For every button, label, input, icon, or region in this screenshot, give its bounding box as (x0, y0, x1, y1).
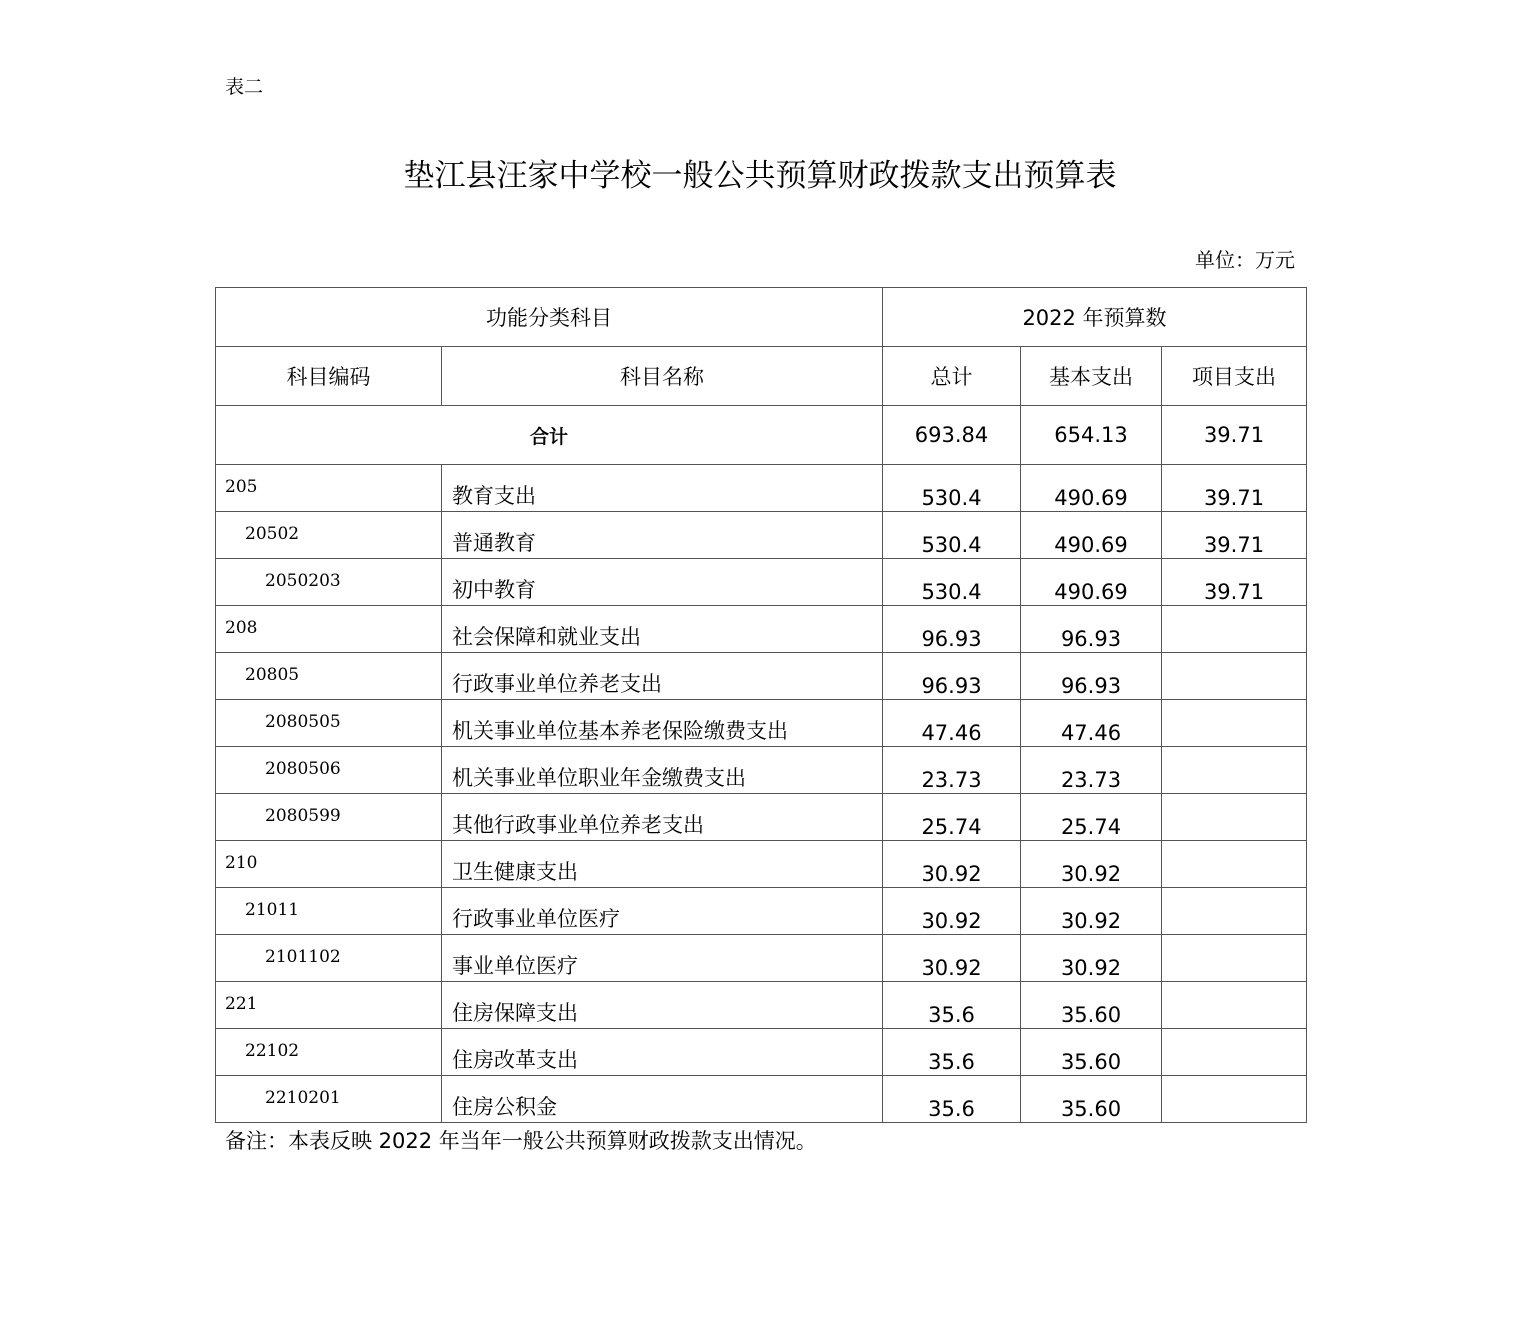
header-project: 项目支出 (1162, 347, 1307, 406)
row-code: 208 (216, 606, 442, 653)
row-name: 初中教育 (442, 559, 883, 606)
row-code: 2080505 (216, 700, 442, 747)
page-label: 表二 (225, 76, 264, 98)
row-basic: 25.74 (1021, 794, 1162, 841)
table-row (216, 888, 1307, 935)
row-basic: 490.69 (1021, 465, 1162, 512)
row-name: 行政事业单位养老支出 (442, 653, 883, 700)
row-total: 30.92 (883, 935, 1021, 982)
header-name: 科目名称 (442, 347, 883, 406)
row-code: 21011 (216, 888, 442, 935)
table-row (216, 653, 1307, 700)
group-header-row (216, 288, 1307, 347)
row-name: 卫生健康支出 (442, 841, 883, 888)
row-total: 30.92 (883, 841, 1021, 888)
row-basic: 35.60 (1021, 1029, 1162, 1076)
row-code: 2050203 (216, 559, 442, 606)
table-row (216, 1029, 1307, 1076)
row-project (1162, 606, 1307, 653)
row-name: 其他行政事业单位养老支出 (442, 794, 883, 841)
row-name: 住房公积金 (442, 1076, 883, 1123)
row-basic: 35.60 (1021, 1076, 1162, 1123)
table-row (216, 747, 1307, 794)
row-project (1162, 1076, 1307, 1123)
column-header-row (216, 347, 1307, 406)
row-code: 20805 (216, 653, 442, 700)
row-project (1162, 982, 1307, 1029)
row-name: 行政事业单位医疗 (442, 888, 883, 935)
row-project: 39.71 (1162, 559, 1307, 606)
row-name: 机关事业单位职业年金缴费支出 (442, 747, 883, 794)
total-row (216, 406, 1307, 465)
budget-table (215, 287, 1307, 1123)
row-total: 35.6 (883, 982, 1021, 1029)
table-row (216, 794, 1307, 841)
row-code: 2101102 (216, 935, 442, 982)
total-label: 合计 (216, 406, 883, 465)
unit-label: 单位：万元 (1195, 248, 1295, 272)
row-basic: 30.92 (1021, 888, 1162, 935)
table-row (216, 1076, 1307, 1123)
row-total: 96.93 (883, 653, 1021, 700)
table-row (216, 982, 1307, 1029)
row-project (1162, 888, 1307, 935)
row-basic: 47.46 (1021, 700, 1162, 747)
row-basic: 30.92 (1021, 841, 1162, 888)
row-code: 2080599 (216, 794, 442, 841)
row-total: 47.46 (883, 700, 1021, 747)
row-total: 23.73 (883, 747, 1021, 794)
row-project: 39.71 (1162, 512, 1307, 559)
row-basic: 35.60 (1021, 982, 1162, 1029)
row-total: 530.4 (883, 512, 1021, 559)
row-name: 机关事业单位基本养老保险缴费支出 (442, 700, 883, 747)
row-code: 2210201 (216, 1076, 442, 1123)
row-name: 社会保障和就业支出 (442, 606, 883, 653)
total-amount: 693.84 (883, 406, 1021, 465)
header-code: 科目编码 (216, 347, 442, 406)
page-title: 垫江县汪家中学校一般公共预算财政拨款支出预算表 (403, 158, 1117, 194)
row-code: 20502 (216, 512, 442, 559)
row-project (1162, 841, 1307, 888)
table-row (216, 841, 1307, 888)
row-total: 96.93 (883, 606, 1021, 653)
header-category: 功能分类科目 (216, 288, 883, 347)
row-name: 住房改革支出 (442, 1029, 883, 1076)
row-basic: 96.93 (1021, 653, 1162, 700)
row-total: 530.4 (883, 559, 1021, 606)
table-row (216, 465, 1307, 512)
row-name: 教育支出 (442, 465, 883, 512)
row-project (1162, 935, 1307, 982)
header-basic: 基本支出 (1021, 347, 1162, 406)
table-row (216, 935, 1307, 982)
header-budget: 2022 年预算数 (883, 288, 1307, 347)
row-project (1162, 794, 1307, 841)
row-total: 35.6 (883, 1076, 1021, 1123)
total-basic: 654.13 (1021, 406, 1162, 465)
row-basic: 490.69 (1021, 559, 1162, 606)
row-basic: 490.69 (1021, 512, 1162, 559)
row-total: 530.4 (883, 465, 1021, 512)
row-name: 普通教育 (442, 512, 883, 559)
row-code: 221 (216, 982, 442, 1029)
row-code: 2080506 (216, 747, 442, 794)
table-row (216, 512, 1307, 559)
table-row (216, 606, 1307, 653)
row-basic: 96.93 (1021, 606, 1162, 653)
row-project (1162, 747, 1307, 794)
row-project (1162, 700, 1307, 747)
total-project: 39.71 (1162, 406, 1307, 465)
row-basic: 30.92 (1021, 935, 1162, 982)
row-name: 住房保障支出 (442, 982, 883, 1029)
row-project: 39.71 (1162, 465, 1307, 512)
row-code: 210 (216, 841, 442, 888)
row-code: 205 (216, 465, 442, 512)
row-total: 35.6 (883, 1029, 1021, 1076)
row-code: 22102 (216, 1029, 442, 1076)
row-total: 30.92 (883, 888, 1021, 935)
row-project (1162, 653, 1307, 700)
row-total: 25.74 (883, 794, 1021, 841)
table-row (216, 700, 1307, 747)
row-basic: 23.73 (1021, 747, 1162, 794)
row-project (1162, 1029, 1307, 1076)
footnote: 备注：本表反映 2022 年当年一般公共预算财政拨款支出情况。 (225, 1129, 817, 1153)
table-row (216, 559, 1307, 606)
header-total: 总计 (883, 347, 1021, 406)
row-name: 事业单位医疗 (442, 935, 883, 982)
